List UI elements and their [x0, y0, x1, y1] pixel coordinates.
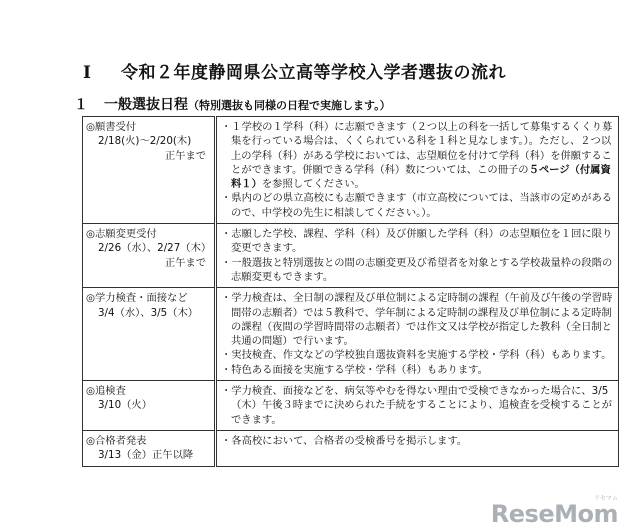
stage-date: 2/18(火)～2/20(木) [98, 135, 192, 148]
stage-cell [83, 117, 216, 224]
bullet-text: ・学力検査は、全日制の課程及び単位制による定時制の課程（午前及び午後の学習時間帯の志願者）では５教科で、学年制による定時制の課程及び単位制による定時制の課程（夜間の学習時間帯の志願者）では作文又は学校が指定した教科（全日制と共通の問題）で行います。 [221, 292, 613, 348]
description-cell [216, 224, 619, 288]
document-title [83, 58, 506, 83]
description-cell [216, 288, 619, 381]
description-bullet [221, 191, 614, 220]
stage-time: 正午まで [164, 256, 206, 269]
schedule-table [82, 116, 619, 467]
description-cell [216, 430, 619, 466]
stage-name: ◎追検査 [86, 385, 126, 398]
description-cell [216, 117, 619, 224]
bullet-emphasis: ５ページ（付属資料１） [231, 163, 611, 191]
bullet-text: ・学力検査、面接などを、病気等やむを得ない理由で受検できなかった場合に、3/5（木）午後３時までに決められた手続をすることにより、追検査を受検することができます。 [221, 385, 612, 426]
description-bullet [221, 291, 614, 348]
watermark-text: ReseMom [490, 500, 618, 528]
bullet-text: ・県内のどの県立高校にも志願できます（市立高校については、当該市の定めがあるので、中学校の先生に相談してください。）。 [221, 192, 613, 219]
description-bullet [221, 120, 614, 191]
schedule-body [83, 117, 619, 467]
bullet-text: ・各高校において、合格者の受検番号を掲示します。 [221, 434, 468, 447]
stage-name: ◎願書受付 [86, 121, 137, 133]
section-note: （特別選抜も同様の日程で実施します。） [188, 99, 391, 112]
description-bullet [221, 384, 614, 427]
stage-cell [83, 224, 216, 288]
description-bullet [221, 227, 614, 256]
bullet-text-end: を参照してください。 [261, 178, 365, 191]
stage-cell [83, 381, 216, 431]
bullet-text: ・実技検査、作文などの学校独自選抜資料を実施する学校・学科（科）もあります。 [221, 349, 612, 362]
bullet-text: ・特色ある面接を実施する学校・学科（科）もあります。 [221, 363, 488, 376]
description-bullet [221, 348, 614, 362]
stage-name: ◎学力検査・面接など [86, 292, 188, 305]
section-number: １ [74, 97, 88, 113]
schedule-row [83, 224, 619, 288]
bullet-text: ・１学校の１学科（科）に志願できます（２つ以上の科を一括して募集するくくり募集を行っている場合は、くくられている科を１科と見なします。）。ただし、２つ以上の学科（科）がある学校においては、志望順位を付けて学科（科）を併願することができます。併願できる学科（科）数については、この冊子の [221, 121, 613, 176]
section-heading [74, 94, 391, 114]
section-title: 一般選抜日程 [104, 97, 188, 113]
stage-date: 3/13（金）正午以降 [98, 449, 194, 462]
description-bullet [221, 434, 614, 448]
description-bullet [221, 256, 614, 285]
watermark-subtext: リセマム [594, 495, 618, 502]
bullet-text: ・一般選抜と特別選抜との間の志願変更及び希望者を対象とする学校裁量枠の段階の志願変更もできます。 [221, 256, 613, 283]
description-cell [216, 381, 619, 431]
title-text: 令和２年度静岡県公立高等学校入学者選抜の流れ [121, 63, 506, 83]
schedule-row [83, 288, 619, 381]
stage-name: ◎志願変更受付 [86, 228, 157, 241]
schedule-row [83, 117, 619, 224]
bullet-text: ・志願した学校、課程、学科（科）及び併願した学科（科）の志望順位を１回に限り変更できます。 [221, 228, 613, 255]
stage-date: 2/26（水）、2/27（木） [98, 242, 212, 255]
stage-cell [83, 288, 216, 381]
stage-name: ◎合格者発表 [86, 434, 147, 447]
stage-time: 正午まで [164, 149, 206, 162]
stage-date: 3/4（水）、3/5（木） [98, 306, 199, 319]
stage-date: 3/10（火） [98, 399, 153, 412]
stage-cell [83, 430, 216, 466]
schedule-row [83, 430, 619, 466]
title-numeral: Ⅰ [83, 63, 92, 83]
watermark-logo [490, 495, 618, 528]
schedule-row [83, 381, 619, 431]
description-bullet [221, 363, 614, 377]
